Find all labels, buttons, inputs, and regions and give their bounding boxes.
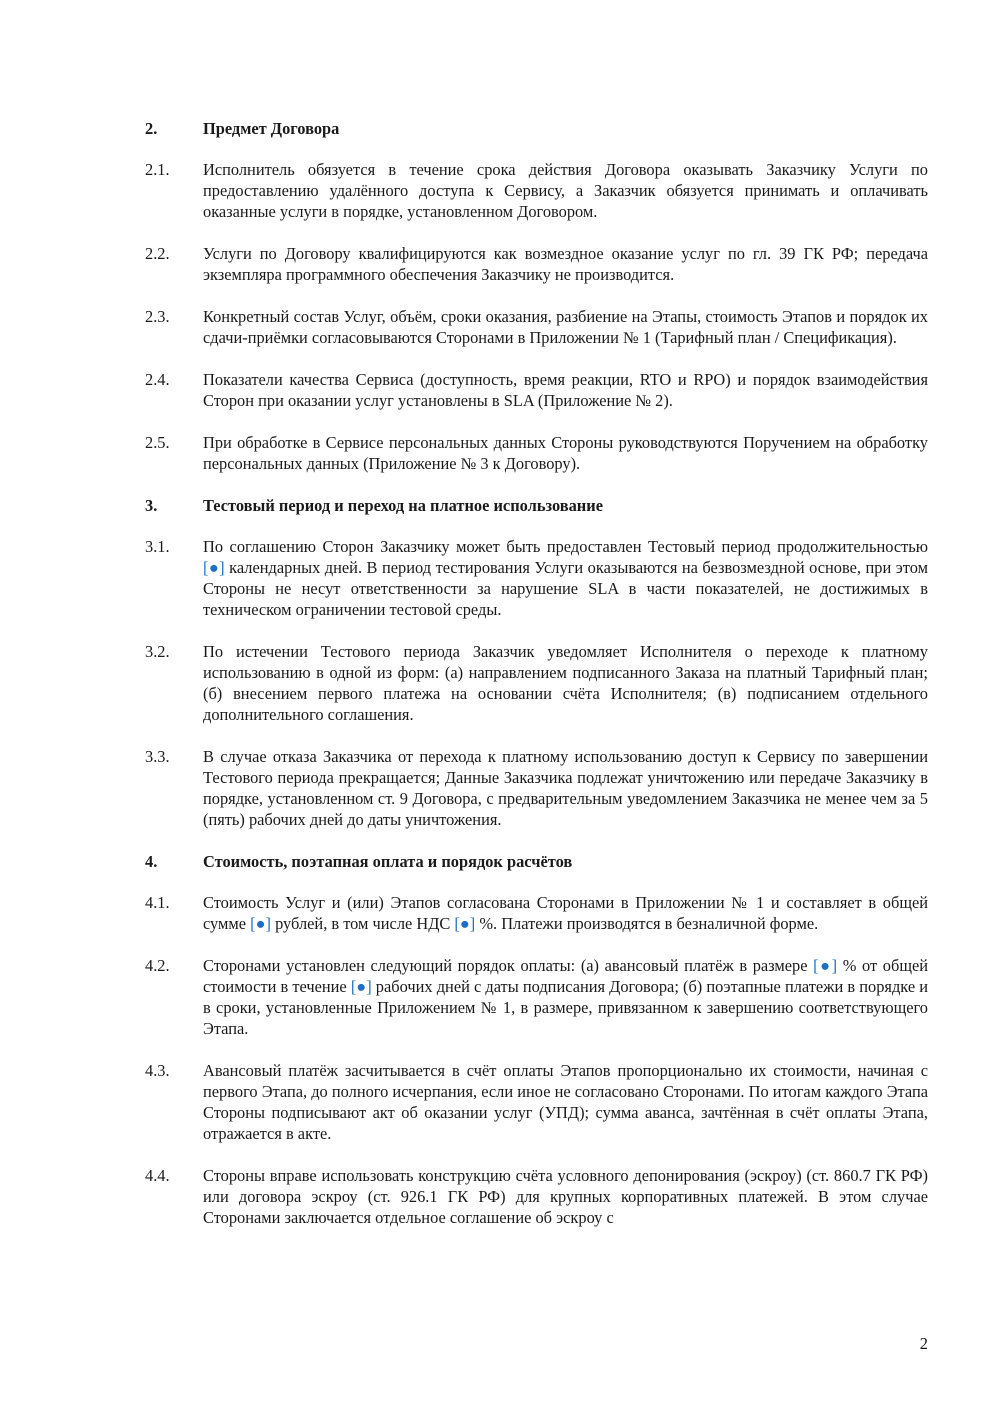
clause <box>145 641 928 725</box>
clause-text-part: Конкретный состав Услуг, объём, сроки оказания, разбиение на Этапы, стоимость Этапов и порядок их сдачи-приёмки согласовываются Сторонами в Приложении № 1 (Тарифный план / Спецификация). <box>203 307 928 347</box>
clause-text-part: календарных дней. В период тестирования Услуги оказываются на безвозмездной основе, при этом Стороны не несут ответственности за нарушение SLA в части показателей, не достижимых в техническом ограничении тестовой среды. <box>203 558 928 619</box>
clause <box>145 159 928 222</box>
clause-number: 2.1. <box>145 160 170 179</box>
placeholder-marker: [●] <box>350 977 372 996</box>
placeholder-marker: [●] <box>203 558 225 577</box>
clause-number: 3.2. <box>145 642 170 661</box>
clause-number: 2.5. <box>145 433 170 452</box>
clause <box>145 1060 928 1144</box>
clause-number: 4.3. <box>145 1061 170 1080</box>
clause-text <box>203 955 928 1039</box>
clause <box>145 1165 928 1228</box>
section-title: Предмет Договора <box>203 119 340 138</box>
section-title: Стоимость, поэтапная оплата и порядок расчётов <box>203 852 573 871</box>
section-heading <box>145 851 928 872</box>
clause-text <box>203 159 928 222</box>
clause-number: 4.2. <box>145 956 170 975</box>
clause-text-part: В случае отказа Заказчика от перехода к платному использованию доступ к Сервису по завершении Тестового периода прекращается; Данные Заказчика подлежат уничтожению или передаче Заказчику в порядке, установленном ст. 9 Договора, с предварительным уведомлением Заказчика не менее чем за 5 (пять) рабочих дней до даты уничтожения. <box>203 747 928 829</box>
clause-text <box>203 432 928 474</box>
clause-text-part: Исполнитель обязуется в течение срока действия Договора оказывать Заказчику Услуги по предоставлению удалённого доступа к Сервису, а Заказчик обязуется принимать и оплачивать оказанные услуги в порядке, установленном Договором. <box>203 160 928 221</box>
clause-text-part: Стоимость Услуг и (или) Этапов согласована Сторонами в Приложении № 1 и составляет в общей сумме <box>203 893 928 933</box>
clause-text-part: Показатели качества Сервиса (доступность, время реакции, RTO и RPO) и порядок взаимодействия Сторон при оказании услуг установлены в SLA (Приложение № 2). <box>203 370 928 410</box>
clause-text <box>203 746 928 830</box>
section-title: Тестовый период и переход на платное использование <box>203 496 603 515</box>
clause-number: 4.1. <box>145 893 170 912</box>
clause-text-part: Услуги по Договору квалифицируются как возмездное оказание услуг по гл. 39 ГК РФ; передача экземпляра программного обеспечения Заказчику не производится. <box>203 244 928 284</box>
placeholder-marker: [●] <box>454 914 476 933</box>
section-heading <box>145 495 928 516</box>
clause-text-part: % от общей стоимости в течение <box>203 956 928 996</box>
clause-number: 4.4. <box>145 1166 170 1185</box>
clause <box>145 892 928 934</box>
clause-number: 3.1. <box>145 537 170 556</box>
clause-text-part: По соглашению Сторон Заказчику может быть предоставлен Тестовый период продолжительностью <box>203 537 928 556</box>
clause <box>145 955 928 1039</box>
clause-number: 3.3. <box>145 747 170 766</box>
clause-text <box>203 369 928 411</box>
clause-text-part: %. Платежи производятся в безналичной форме. <box>475 914 819 933</box>
placeholder-marker: [●] <box>813 956 838 975</box>
clause-text <box>203 892 928 934</box>
clause-text-part: По истечении Тестового периода Заказчик уведомляет Исполнителя о переходе к платному использованию в одной из форм: (а) направлением подписанного Заказа на платный Тарифный план; (б) внесением первого платежа на основании счёта Исполнителя; (в) подписанием отдельного дополнительного соглашения. <box>203 642 928 724</box>
section-number: 4. <box>145 852 158 871</box>
clause-number: 2.3. <box>145 307 170 326</box>
clause-text <box>203 536 928 620</box>
clause <box>145 369 928 411</box>
section-number: 3. <box>145 496 158 515</box>
clause-text-part: Стороны вправе использовать конструкцию счёта условного депонирования (эскроу) (ст. 860.7 ГК РФ) или договора эскроу (ст. 926.1 ГК РФ) для крупных корпоративных платежей. В этом случае Сторонами заключается отдельное соглашение об эскроу с <box>203 1166 928 1227</box>
clause-text-part: Авансовый платёж засчитывается в счёт оплаты Этапов пропорционально их стоимости, начиная с первого Этапа, до полного исчерпания, если иное не согласовано Сторонами. По итогам каждого Этапа Стороны подписывают акт об оказании услуг (УПД); сумма аванса, зачтённая в счёт оплаты Этапа, отражается в акте. <box>203 1061 928 1143</box>
placeholder-marker: [●] <box>250 914 271 933</box>
clause-text <box>203 1060 928 1144</box>
clause-text <box>203 1165 928 1228</box>
document-body <box>145 118 928 1249</box>
clause-text-part: рублей, в том числе НДС <box>270 914 455 933</box>
clause-text-part: рабочих дней с даты подписания Договора; (б) поэтапные платежи в порядке и в сроки, установленные Приложением № 1, в размере, привязанном к завершению соответствующего Этапа. <box>203 977 928 1038</box>
clause <box>145 243 928 285</box>
clause <box>145 306 928 348</box>
section-heading <box>145 118 928 139</box>
clause <box>145 432 928 474</box>
clause-text-part: При обработке в Сервисе персональных данных Стороны руководствуются Поручением на обработку персональных данных (Приложение № 3 к Договору). <box>203 433 928 473</box>
clause <box>145 536 928 620</box>
clause-number: 2.4. <box>145 370 170 389</box>
clause-text <box>203 641 928 725</box>
clause-text <box>203 243 928 285</box>
clause-number: 2.2. <box>145 244 170 263</box>
section-number: 2. <box>145 119 158 138</box>
clause-text-part: Сторонами установлен следующий порядок оплаты: (а) авансовый платёж в размере <box>203 956 814 975</box>
page-number: 2 <box>919 1334 928 1353</box>
clause-text <box>203 306 928 348</box>
clause <box>145 746 928 830</box>
